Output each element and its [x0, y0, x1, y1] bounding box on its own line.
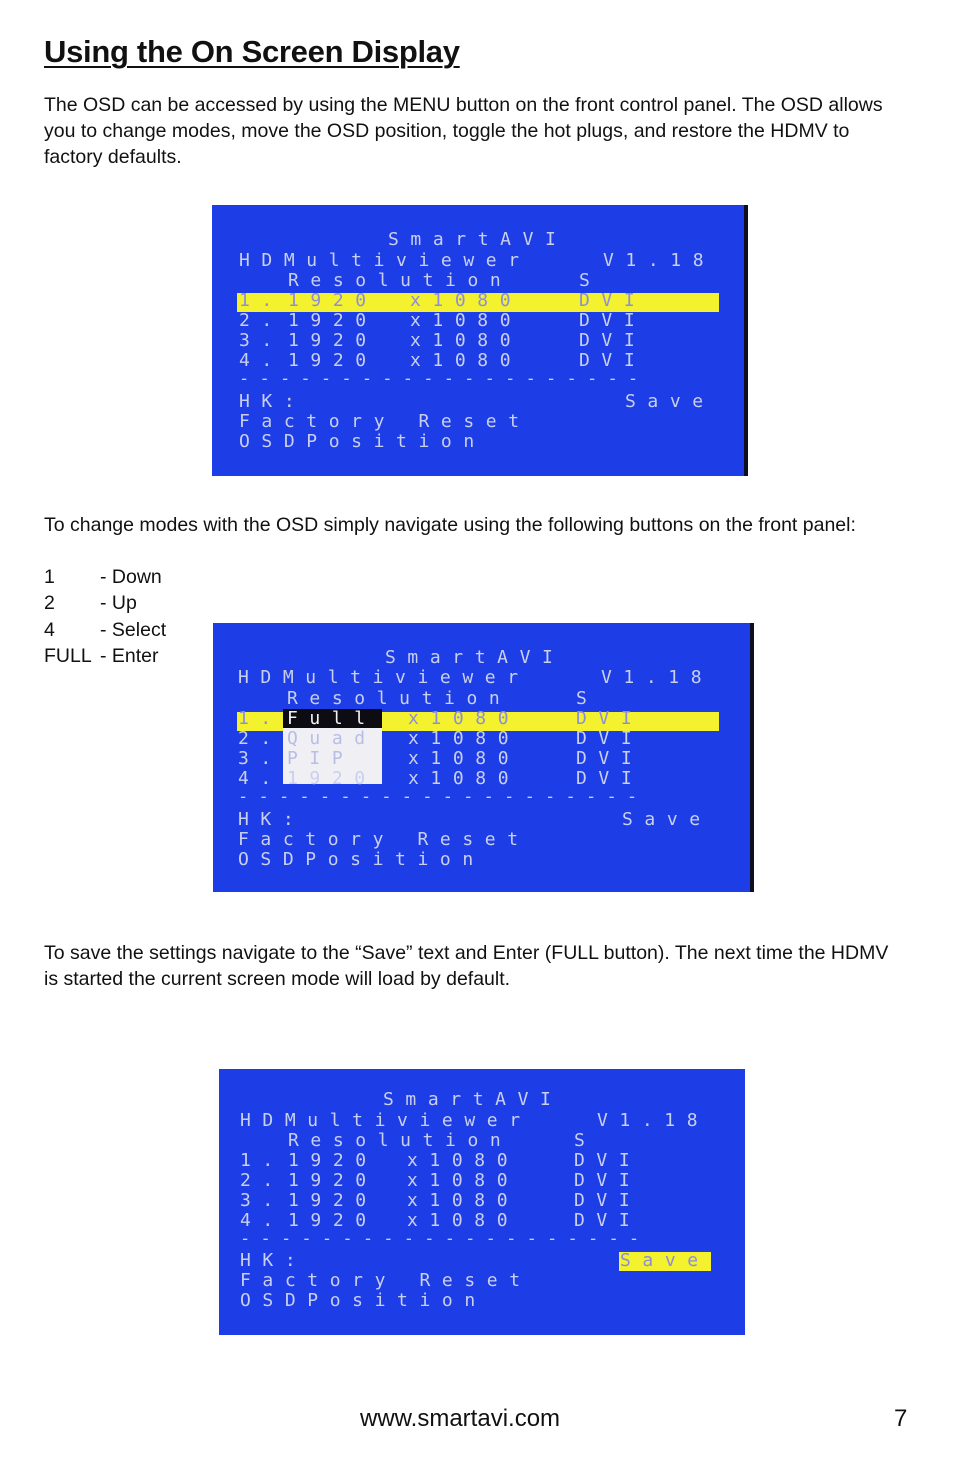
osd-version: V1.18: [603, 250, 716, 271]
osd-screenshot-1: [212, 205, 748, 476]
navigate-paragraph: To change modes with the OSD simply navigate using the following buttons on the front panel:: [44, 514, 856, 536]
screen-edge: [744, 205, 748, 476]
mode-option-full: Full: [287, 708, 377, 729]
button-row: [44, 643, 166, 669]
osd-brand: SmartAVI: [385, 647, 565, 668]
button-action: - Enter: [100, 644, 159, 667]
osd-version: V1.18: [597, 1110, 710, 1131]
button-row: [44, 590, 166, 616]
osd-row-4-signal: DVI: [576, 768, 644, 789]
osd-row-1-number: 1.: [240, 1150, 285, 1171]
osd-row-3-number: 3.: [239, 330, 284, 351]
osd-row-2-signal: DVI: [574, 1170, 642, 1191]
osd-row-1-signal: DVI: [574, 1150, 642, 1171]
osd-product: HDMultiviewer: [240, 1110, 532, 1131]
osd-separator: - - - - - - - - - - - - - - - - - - - -: [240, 1229, 640, 1249]
osd-separator: - - - - - - - - - - - - - - - - - - - -: [238, 787, 638, 807]
osd-factory-reset: Factory Reset: [239, 411, 531, 432]
osd-save-label: Save: [622, 809, 712, 830]
osd-signal-header: S: [576, 688, 599, 709]
osd-row-1-number: 1.: [238, 708, 283, 729]
osd-row-2-height: x1080: [408, 728, 521, 749]
osd-row-2-height: x1080: [410, 310, 523, 331]
button-row: [44, 617, 166, 643]
osd-row-2-signal: DVI: [579, 310, 647, 331]
osd-save-label: Save: [625, 391, 715, 412]
osd-row-2-number: 2.: [240, 1170, 285, 1191]
osd-osd-position: OSDPosition: [238, 849, 485, 870]
osd-resolution-header: Resolution: [287, 688, 512, 709]
mode-option-pip: PIP: [287, 748, 355, 769]
osd-row-4-number: 4.: [240, 1210, 285, 1231]
button-key: 4: [44, 618, 55, 641]
osd-row-4-height: x1080: [408, 768, 521, 789]
osd-row-3-signal: DVI: [576, 748, 644, 769]
osd-hk-label: HK:: [240, 1250, 308, 1271]
osd-row-2-width: 1920: [288, 1170, 378, 1191]
osd-factory-reset: Factory Reset: [238, 829, 530, 850]
osd-resolution-header: Resolution: [288, 1130, 513, 1151]
osd-row-4-signal: DVI: [574, 1210, 642, 1231]
page-number: 7: [894, 1405, 908, 1432]
screen-edge: [750, 623, 754, 892]
osd-signal-header: S: [574, 1130, 597, 1151]
osd-save-label: Save: [620, 1250, 710, 1271]
osd-row-4-signal: DVI: [579, 350, 647, 371]
osd-row-1-height: x1080: [410, 290, 523, 311]
osd-row-2-number: 2.: [239, 310, 284, 331]
osd-row-1-height: x1080: [407, 1150, 520, 1171]
osd-row-4-number: 4.: [239, 350, 284, 371]
osd-row-1-number: 1.: [239, 290, 284, 311]
osd-row-1-width: 1920: [288, 290, 378, 311]
osd-row-3-signal: DVI: [574, 1190, 642, 1211]
osd-hk-label: HK:: [238, 809, 306, 830]
osd-row-2-height: x1080: [407, 1170, 520, 1191]
osd-osd-position: OSDPosition: [239, 431, 486, 452]
osd-product: HDMultiviewer: [238, 667, 530, 688]
button-key: 2: [44, 592, 55, 615]
osd-row-3-height: x1080: [410, 330, 523, 351]
osd-hk-label: HK:: [239, 391, 307, 412]
osd-row-2-signal: DVI: [576, 728, 644, 749]
save-paragraph: To save the settings navigate to the “Save” text and Enter (FULL button). The next time the HDMV is started the current screen mode will load by default.: [44, 942, 889, 990]
osd-row-3-height: x1080: [407, 1190, 520, 1211]
osd-brand: SmartAVI: [388, 229, 568, 250]
osd-row-4-height: x1080: [410, 350, 523, 371]
osd-signal-header: S: [579, 270, 602, 291]
osd-row-4-width: 1920: [287, 768, 377, 789]
intro-paragraph: The OSD can be accessed by using the MENU button on the front control panel. The OSD allows you to change modes, move the OSD position, toggle the hot plugs, and restore the HDMV to factory defaults.: [44, 94, 883, 168]
osd-osd-position: OSDPosition: [240, 1290, 487, 1311]
osd-resolution-header: Resolution: [288, 270, 513, 291]
osd-row-3-height: x1080: [408, 748, 521, 769]
osd-brand: SmartAVI: [383, 1089, 563, 1110]
osd-row-1-signal: DVI: [579, 290, 647, 311]
osd-separator: - - - - - - - - - - - - - - - - - - - -: [239, 369, 639, 389]
button-action: - Down: [100, 566, 162, 588]
osd-row-3-width: 1920: [288, 330, 378, 351]
osd-row-3-number: 3.: [240, 1190, 285, 1211]
osd-factory-reset: Factory Reset: [240, 1270, 532, 1291]
osd-screenshot-2: [213, 623, 754, 892]
osd-row-3-width: 1920: [288, 1190, 378, 1211]
osd-screenshot-3: [219, 1069, 745, 1335]
osd-product: HDMultiviewer: [239, 250, 531, 271]
button-action: - Select: [100, 618, 167, 641]
osd-row-1-width: 1920: [288, 1150, 378, 1171]
osd-row-1-height: x1080: [408, 708, 521, 729]
osd-row-4-number: 4.: [238, 768, 283, 789]
osd-row-4-width: 1920: [288, 350, 378, 371]
osd-row-3-number: 3.: [238, 748, 283, 769]
mode-option-quad: Quad: [287, 728, 377, 749]
osd-row-3-signal: DVI: [579, 330, 647, 351]
osd-row-4-width: 1920: [288, 1210, 378, 1231]
button-key: FULL: [44, 644, 92, 667]
footer-url: www.smartavi.com: [360, 1405, 561, 1432]
osd-row-2-number: 2.: [238, 728, 283, 749]
button-list: [44, 564, 166, 669]
osd-row-4-height: x1080: [407, 1210, 520, 1231]
button-key: 1: [44, 566, 55, 588]
osd-version: V1.18: [601, 667, 714, 688]
button-row: [44, 564, 166, 590]
button-action: - Up: [100, 592, 137, 615]
page-title: Using the On Screen Display: [44, 34, 460, 69]
osd-row-2-width: 1920: [288, 310, 378, 331]
osd-row-1-signal: DVI: [576, 708, 644, 729]
